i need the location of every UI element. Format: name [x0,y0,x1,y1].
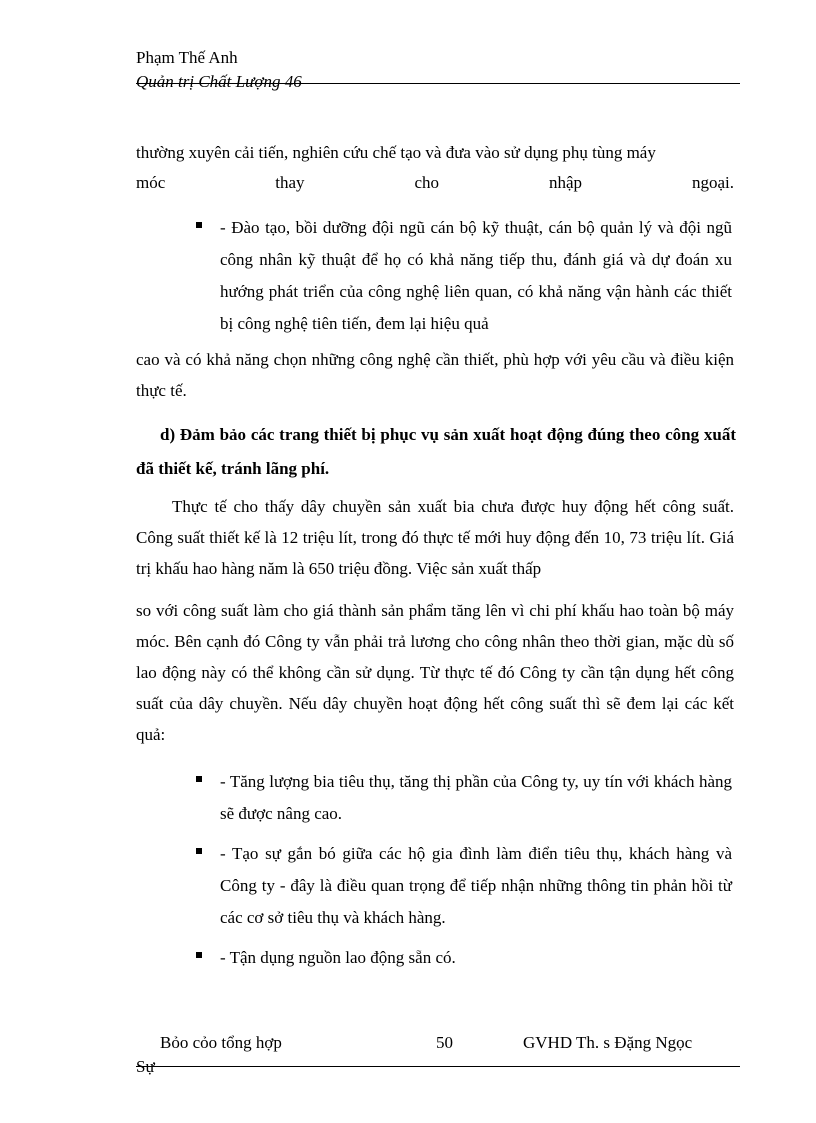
bullet-text: - Tăng lượng bia tiêu thụ, tăng thị phần của Công ty, uy tín với khách hàng sẽ được nâng cao. [220,772,732,823]
footer-supervisor-wrap: Sự [136,1057,155,1076]
bullet-text: - Đào tạo, bồi dưỡng đội ngũ cán bộ kỹ thuật, cán bộ quản lý và đội ngũ công nhân kỹ thuật để họ có khả năng tiếp thu, đánh giá và dự đoán xu hướng phát triển của công nghệ liên quan, có khả năng vận hành các thiết bị công nghệ tiên tiến, đem lại hiệu quả [220,218,732,333]
bullet-text: - Tận dụng nguồn lao động sẵn có. [220,948,456,967]
word: thay [275,173,305,192]
paragraph-2: Thực tế cho thấy dây chuyền sản xuất bia chưa được huy động hết công suất. Công suất thiết kế là 12 triệu lít, trong đó thực tế mới huy động đến 10, 73 triệu lít. Giá trị khấu hao hàng năm là 650 triệu đồng. Việc sản xuất thấp [136,497,734,578]
footer-supervisor: GVHD Th. s Đặng Ngọc [523,1033,693,1052]
paragraph-1 [136,138,734,198]
word: móc [136,173,166,192]
paragraph-1-line-2 [136,168,734,198]
word: cho [414,173,440,192]
header-author: Phạm Thế Anh [136,48,238,67]
footer-page-number: 50 [436,1033,453,1052]
square-bullet-icon [196,848,202,854]
square-bullet-icon [196,952,202,958]
paragraph-3: so với công suất làm cho giá thành sản phẩm tăng lên vì chi phí khấu hao toàn bộ máy móc. Bên cạnh đó Công ty vẫn phải trả lương cho công nhân theo thời gian, mặc dù số lao động này có thể không cần sử dụng. Từ thực tế đó Công ty cần tận dụng hết công suất của dây chuyền. Nếu dây chuyền hoạt động hết công suất thì sẽ đem lại các kết quả: [136,601,734,744]
header-class: Quản trị Chất Lượng 46 [136,72,302,91]
square-bullet-icon [196,222,202,228]
footer-rule [136,1066,740,1067]
word: nhập [548,173,583,192]
footer-report-title: Bỏo cỏo tổng hợp [160,1033,282,1052]
word: ngoại. [691,173,734,192]
bullet-text: - Tạo sự gắn bó giữa các hộ gia đình làm điển tiêu thụ, khách hàng và Công ty - đây là điều quan trọng để tiếp nhận những thông tin phản hồi từ các cơ sở tiêu thụ và khách hàng. [220,844,732,927]
square-bullet-icon [196,776,202,782]
header-rule [136,83,740,84]
bullet-1-continuation: cao và có khả năng chọn những công nghệ cần thiết, phù hợp với yêu cầu và điều kiện thực tế. [136,350,734,400]
paragraph-1-line-1: thường xuyên cải tiến, nghiên cứu chế tạo và đưa vào sử dụng phụ tùng máy [136,143,656,162]
section-heading-d: d) Đảm bảo các trang thiết bị phục vụ sản xuất hoạt động đúng theo công xuất đã thiết kế, tránh lãng phí. [136,425,736,478]
